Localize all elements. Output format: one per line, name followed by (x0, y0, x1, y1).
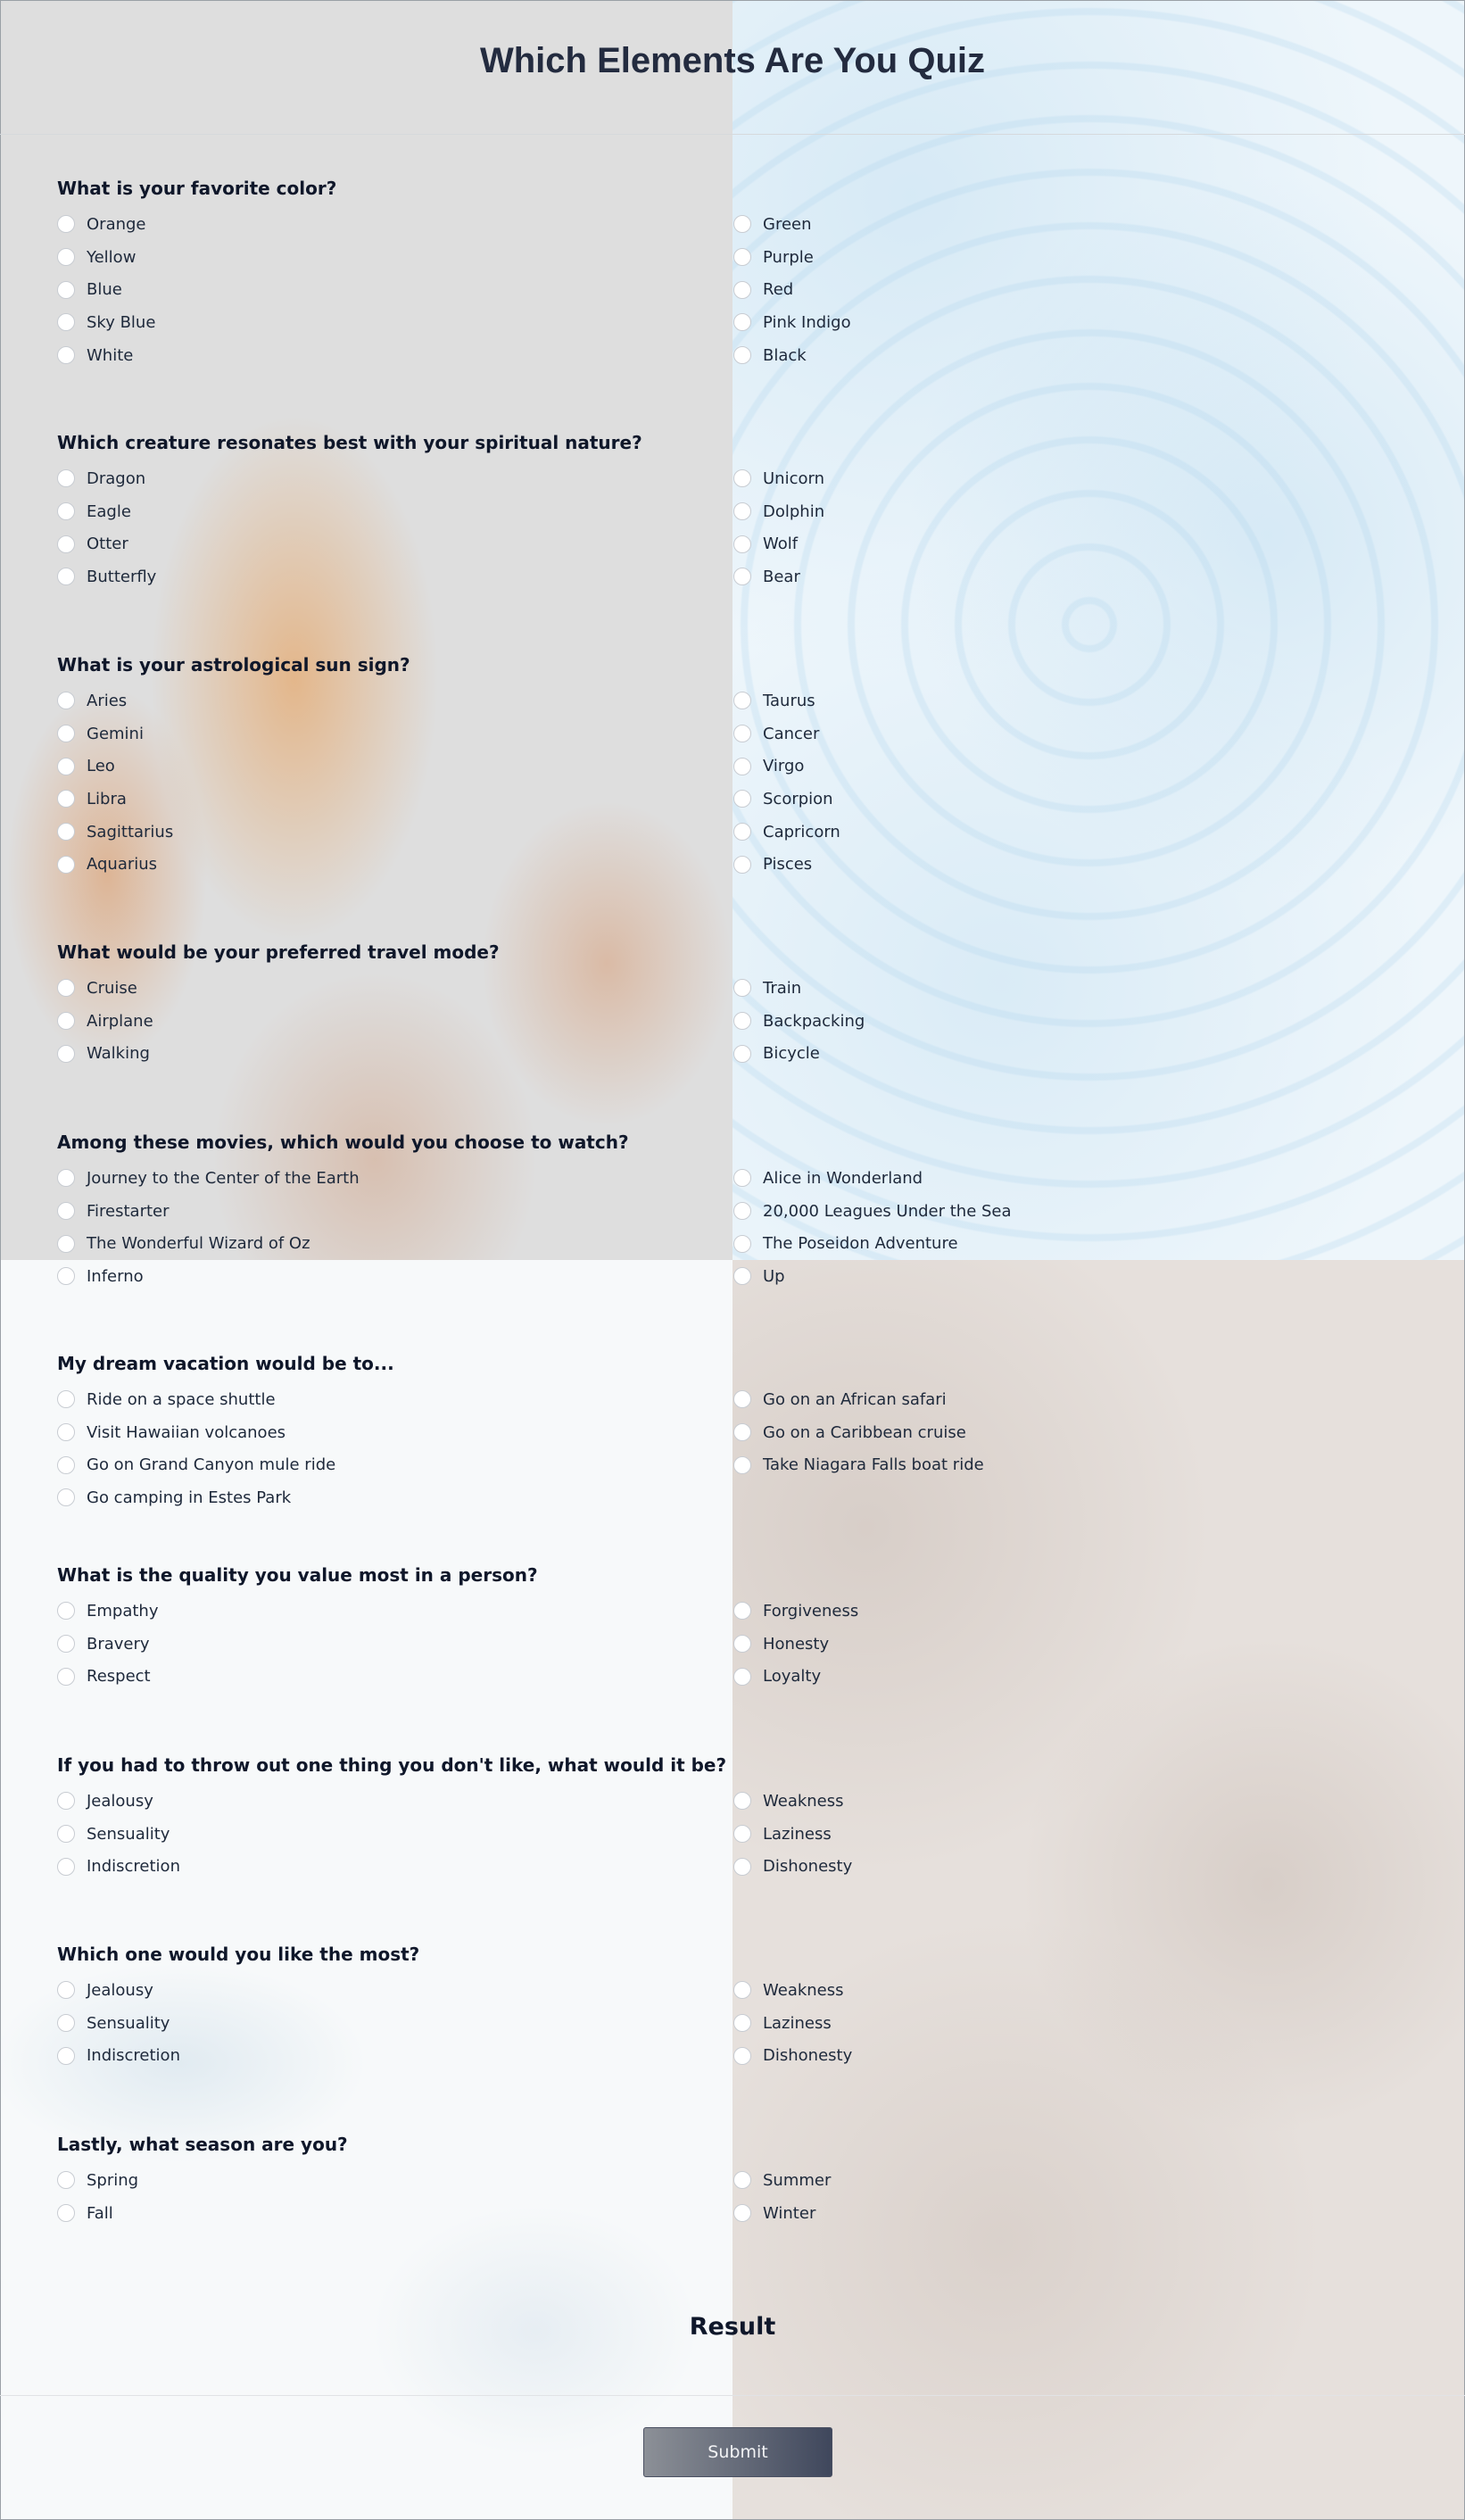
question-3 (57, 654, 1431, 881)
radio-button[interactable] (57, 1668, 75, 1686)
radio-button[interactable] (57, 1390, 75, 1408)
radio-button[interactable] (733, 1267, 751, 1285)
answer-options (57, 462, 1431, 593)
answer-options (57, 2164, 1431, 2229)
radio-option[interactable] (733, 339, 851, 372)
radio-option-label[interactable]: Weakness (763, 1980, 844, 2000)
question-8 (57, 1754, 1431, 1883)
answer-options (57, 1162, 1431, 1293)
radio-button[interactable] (57, 1602, 75, 1620)
radio-option[interactable] (57, 1785, 180, 1818)
radio-option-label[interactable]: Ride on a space shuttle (87, 1389, 276, 1409)
radio-button[interactable] (57, 1488, 75, 1506)
radio-button[interactable] (733, 1825, 751, 1843)
radio-option[interactable] (733, 848, 840, 881)
radio-option[interactable] (57, 1660, 158, 1693)
radio-option-label[interactable]: Virgo (763, 757, 805, 776)
radio-option[interactable] (57, 2164, 138, 2197)
radio-button[interactable] (733, 568, 751, 585)
radio-option[interactable] (733, 495, 824, 528)
radio-button[interactable] (57, 1202, 75, 1220)
radio-option[interactable] (733, 1037, 865, 1070)
radio-button[interactable] (733, 2204, 751, 2222)
radio-option[interactable] (57, 848, 173, 881)
question-6 (57, 1353, 1431, 1514)
radio-option[interactable] (57, 750, 173, 783)
radio-option-label[interactable]: Cruise (87, 978, 137, 998)
radio-button[interactable] (57, 1635, 75, 1653)
radio-button[interactable] (733, 790, 751, 808)
radio-option-label[interactable]: Purple (763, 247, 814, 267)
radio-option[interactable] (733, 2039, 852, 2072)
options-column-left (57, 1974, 180, 2072)
radio-option[interactable] (57, 1448, 335, 1481)
radio-button[interactable] (733, 1668, 751, 1686)
radio-option[interactable] (733, 1416, 984, 1449)
radio-option[interactable] (733, 750, 840, 783)
radio-option[interactable] (733, 2007, 852, 2040)
radio-option[interactable] (733, 2197, 831, 2230)
radio-option[interactable] (57, 1416, 335, 1449)
radio-option[interactable] (57, 684, 173, 717)
radio-option[interactable] (57, 273, 155, 306)
radio-button[interactable] (57, 502, 75, 520)
radio-button[interactable] (57, 1045, 75, 1063)
question-10 (57, 2134, 1431, 2229)
radio-option-label[interactable]: Forgiveness (763, 1601, 859, 1621)
radio-option[interactable] (733, 208, 851, 241)
answer-options (57, 1785, 1431, 1883)
options-column-right (733, 972, 865, 1070)
radio-option[interactable] (57, 1818, 180, 1851)
radio-option-label[interactable]: The Poseidon Adventure (763, 1234, 958, 1254)
radio-button[interactable] (733, 248, 751, 266)
question-text: What would be your preferred travel mode? (57, 941, 500, 963)
radio-button[interactable] (733, 2014, 751, 2032)
radio-button[interactable] (57, 535, 75, 553)
radio-option-label[interactable]: The Wonderful Wizard of Oz (87, 1234, 310, 1254)
radio-button[interactable] (733, 1456, 751, 1474)
radio-option-label[interactable]: Dishonesty (763, 1857, 853, 1877)
radio-option-label[interactable]: Bravery (87, 1634, 150, 1654)
page-title: Which Elements Are You Quiz (479, 41, 985, 80)
radio-option[interactable] (733, 1195, 1012, 1228)
radio-option[interactable] (57, 1595, 158, 1628)
radio-option[interactable] (57, 1974, 180, 2007)
radio-button[interactable] (733, 1792, 751, 1810)
radio-option-label[interactable]: Alice in Wonderland (763, 1168, 923, 1188)
radio-button[interactable] (733, 692, 751, 709)
radio-button[interactable] (57, 248, 75, 266)
radio-option-label[interactable]: Dolphin (763, 502, 825, 521)
radio-option[interactable] (57, 560, 156, 593)
radio-option-label[interactable]: Honesty (763, 1634, 830, 1654)
quiz-header (0, 0, 1465, 135)
question-9 (57, 1944, 1431, 2072)
radio-button[interactable] (733, 469, 751, 487)
radio-option-label[interactable]: Pink Indigo (763, 312, 851, 332)
radio-option-label[interactable]: Orange (87, 214, 146, 234)
radio-button[interactable] (57, 2014, 75, 2032)
radio-option[interactable] (733, 1260, 1012, 1293)
radio-button[interactable] (57, 1858, 75, 1876)
radio-button[interactable] (733, 856, 751, 874)
options-column-left (57, 2164, 138, 2229)
radio-option-label[interactable]: Loyalty (763, 1667, 822, 1687)
radio-option-label[interactable]: Respect (87, 1667, 151, 1687)
radio-option-label[interactable]: Visit Hawaiian volcanoes (87, 1422, 286, 1442)
radio-option[interactable] (57, 2039, 180, 2072)
radio-button[interactable] (57, 1981, 75, 1999)
options-column-left (57, 1595, 158, 1693)
radio-option[interactable] (57, 527, 156, 560)
radio-option[interactable] (733, 684, 840, 717)
question-text: Which one would you like the most? (57, 1944, 420, 1965)
radio-option-label[interactable]: Pisces (763, 855, 813, 875)
radio-option-label[interactable]: Scorpion (763, 789, 833, 808)
radio-option[interactable] (733, 783, 840, 816)
radio-option-label[interactable]: Libra (87, 789, 127, 808)
options-column-right (733, 462, 824, 593)
radio-button[interactable] (57, 1169, 75, 1187)
radio-option[interactable] (733, 560, 824, 593)
radio-button[interactable] (733, 725, 751, 742)
options-column-right (733, 1383, 984, 1481)
radio-button[interactable] (733, 1602, 751, 1620)
radio-button[interactable] (57, 856, 75, 874)
radio-option-label[interactable]: Backpacking (763, 1011, 865, 1031)
radio-option[interactable] (733, 306, 851, 339)
radio-option[interactable] (57, 1481, 335, 1514)
radio-option-label[interactable]: Sky Blue (87, 312, 156, 332)
radio-button[interactable] (57, 568, 75, 585)
radio-button[interactable] (57, 469, 75, 487)
radio-option[interactable] (57, 1227, 360, 1260)
options-column-right (733, 1595, 858, 1693)
radio-option-label[interactable]: Fall (87, 2203, 113, 2223)
radio-option-label[interactable]: Take Niagara Falls boat ride (763, 1455, 984, 1475)
radio-button[interactable] (57, 2204, 75, 2222)
radio-option[interactable] (57, 1005, 153, 1038)
radio-button[interactable] (733, 758, 751, 775)
question-text: My dream vacation would be to... (57, 1353, 394, 1374)
radio-option-label[interactable]: Taurus (763, 691, 815, 710)
radio-option[interactable] (733, 462, 824, 495)
radio-option-label[interactable]: Spring (87, 2170, 139, 2190)
radio-button[interactable] (733, 281, 751, 299)
answer-options (57, 208, 1431, 372)
radio-option-label[interactable]: Aquarius (87, 855, 158, 875)
options-column-right (733, 684, 840, 881)
radio-option[interactable] (57, 1260, 360, 1293)
answer-options (57, 1974, 1431, 2072)
radio-button[interactable] (733, 1858, 751, 1876)
radio-option-label[interactable]: Go on Grand Canyon mule ride (87, 1455, 336, 1475)
radio-option[interactable] (57, 306, 155, 339)
radio-option-label[interactable]: Blue (87, 280, 122, 300)
radio-option-label[interactable]: 20,000 Leagues Under the Sea (763, 1201, 1012, 1221)
radio-option[interactable] (57, 2197, 138, 2230)
radio-button[interactable] (733, 1390, 751, 1408)
radio-button[interactable] (57, 2047, 75, 2065)
radio-option-label[interactable]: Go on an African safari (763, 1389, 947, 1409)
radio-button[interactable] (57, 346, 75, 364)
radio-button[interactable] (57, 823, 75, 841)
radio-button[interactable] (733, 2171, 751, 2189)
radio-option[interactable] (733, 1448, 984, 1481)
answer-options (57, 1595, 1431, 1693)
radio-option-label[interactable]: White (87, 345, 134, 365)
radio-button[interactable] (57, 979, 75, 997)
radio-button[interactable] (733, 1045, 751, 1063)
radio-option-label[interactable]: Cancer (763, 724, 820, 743)
radio-option-label[interactable]: Walking (87, 1044, 150, 1064)
radio-option-label[interactable]: Bear (763, 567, 800, 586)
submit-button[interactable]: Submit (643, 2427, 832, 2477)
radio-option[interactable] (57, 495, 156, 528)
radio-button[interactable] (733, 313, 751, 331)
radio-option[interactable] (733, 1850, 852, 1883)
radio-option-label[interactable]: Winter (763, 2203, 816, 2223)
radio-button[interactable] (57, 215, 75, 233)
radio-button[interactable] (57, 2171, 75, 2189)
radio-option[interactable] (733, 273, 851, 306)
radio-option-label[interactable]: Dishonesty (763, 2046, 853, 2066)
radio-option-label[interactable]: Indiscretion (87, 2046, 180, 2066)
radio-option-label[interactable]: Journey to the Center of the Earth (87, 1168, 360, 1188)
radio-button[interactable] (57, 758, 75, 775)
question-text: What is your favorite color? (57, 178, 337, 199)
radio-option[interactable] (733, 527, 824, 560)
radio-button[interactable] (733, 1169, 751, 1187)
radio-option[interactable] (57, 2007, 180, 2040)
radio-option-label[interactable]: Laziness (763, 1824, 832, 1844)
radio-option[interactable] (57, 972, 153, 1005)
radio-option-label[interactable]: Train (763, 978, 802, 998)
radio-button[interactable] (57, 725, 75, 742)
question-text: Among these movies, which would you choose to watch? (57, 1132, 629, 1153)
radio-option-label[interactable]: Dragon (87, 468, 146, 488)
radio-button[interactable] (57, 281, 75, 299)
radio-option[interactable] (733, 816, 840, 849)
question-text: What is the quality you value most in a person? (57, 1564, 538, 1586)
radio-option-label[interactable]: Green (763, 214, 812, 234)
radio-option[interactable] (733, 1785, 852, 1818)
options-column-right (733, 1162, 1012, 1293)
radio-option-label[interactable]: Butterfly (87, 567, 157, 586)
result-heading: Result (689, 2313, 776, 2341)
radio-option-label[interactable]: Capricorn (763, 822, 840, 841)
radio-option[interactable] (733, 1383, 984, 1416)
question-5 (57, 1132, 1431, 1293)
options-column-left (57, 1785, 180, 1883)
radio-option-label[interactable]: Inferno (87, 1266, 144, 1286)
radio-option-label[interactable]: Eagle (87, 502, 131, 521)
radio-button[interactable] (57, 1012, 75, 1030)
radio-option[interactable] (733, 1818, 852, 1851)
radio-button[interactable] (57, 790, 75, 808)
radio-option[interactable] (733, 1628, 858, 1661)
radio-option-label[interactable]: Unicorn (763, 468, 824, 488)
radio-option[interactable] (57, 339, 155, 372)
radio-option-label[interactable]: Go on a Caribbean cruise (763, 1422, 966, 1442)
radio-button[interactable] (733, 1202, 751, 1220)
radio-button[interactable] (733, 1635, 751, 1653)
radio-button[interactable] (57, 1267, 75, 1285)
options-column-right (733, 1785, 852, 1883)
radio-option-label[interactable]: Airplane (87, 1011, 153, 1031)
radio-button[interactable] (733, 1235, 751, 1253)
radio-button[interactable] (733, 823, 751, 841)
footer-divider (0, 2395, 1465, 2396)
radio-option[interactable] (57, 816, 173, 849)
options-column-left (57, 684, 173, 881)
radio-option-label[interactable]: Yellow (87, 247, 137, 267)
options-column-right (733, 208, 851, 371)
radio-option-label[interactable]: Red (763, 280, 794, 300)
radio-button[interactable] (57, 1792, 75, 1810)
radio-option[interactable] (733, 1005, 865, 1038)
question-4 (57, 941, 1431, 1070)
options-column-left (57, 462, 156, 593)
radio-button[interactable] (57, 1235, 75, 1253)
radio-option[interactable] (733, 1227, 1012, 1260)
radio-option[interactable] (57, 241, 155, 274)
radio-button[interactable] (733, 502, 751, 520)
radio-option[interactable] (57, 1850, 180, 1883)
radio-option-label[interactable]: Weakness (763, 1791, 844, 1811)
radio-button[interactable] (57, 313, 75, 331)
options-column-left (57, 972, 153, 1070)
answer-options (57, 972, 1431, 1070)
radio-option[interactable] (57, 1628, 158, 1661)
radio-option[interactable] (733, 972, 865, 1005)
radio-option-label[interactable]: Sensuality (87, 2013, 170, 2033)
question-text: Which creature resonates best with your spiritual nature? (57, 432, 642, 453)
radio-option[interactable] (733, 1660, 858, 1693)
question-text: If you had to throw out one thing you don't like, what would it be? (57, 1754, 727, 1776)
radio-option-label[interactable]: Firestarter (87, 1201, 170, 1221)
radio-button[interactable] (733, 1981, 751, 1999)
radio-option[interactable] (57, 1383, 335, 1416)
radio-button[interactable] (733, 535, 751, 553)
question-2 (57, 432, 1431, 593)
options-column-left (57, 208, 155, 371)
radio-option-label[interactable]: Aries (87, 691, 128, 710)
radio-option[interactable] (733, 2164, 831, 2197)
radio-option[interactable] (733, 717, 840, 750)
radio-option[interactable] (57, 783, 173, 816)
radio-button[interactable] (733, 1012, 751, 1030)
question-text: Lastly, what season are you? (57, 2134, 348, 2155)
options-column-right (733, 1974, 852, 2072)
radio-option-label[interactable]: Otter (87, 535, 128, 554)
radio-option[interactable] (57, 208, 155, 241)
radio-option[interactable] (733, 1974, 852, 2007)
radio-option[interactable] (57, 1162, 360, 1195)
radio-option-label[interactable]: Sensuality (87, 1824, 170, 1844)
radio-option[interactable] (733, 241, 851, 274)
radio-button[interactable] (733, 346, 751, 364)
options-column-left (57, 1162, 360, 1293)
radio-option-label[interactable]: Bicycle (763, 1044, 820, 1064)
radio-option-label[interactable]: Indiscretion (87, 1857, 180, 1877)
question-1 (57, 178, 1431, 372)
radio-option-label[interactable]: Jealousy (87, 1791, 153, 1811)
radio-button[interactable] (57, 1456, 75, 1474)
options-column-right (733, 2164, 831, 2229)
radio-button[interactable] (57, 1825, 75, 1843)
radio-button[interactable] (733, 1423, 751, 1441)
radio-option[interactable] (57, 462, 156, 495)
radio-button[interactable] (733, 2047, 751, 2065)
radio-option-label[interactable]: Black (763, 345, 807, 365)
radio-option[interactable] (57, 1037, 153, 1070)
radio-button[interactable] (57, 692, 75, 709)
radio-option-label[interactable]: Go camping in Estes Park (87, 1488, 292, 1507)
radio-option-label[interactable]: Gemini (87, 724, 144, 743)
radio-button[interactable] (733, 979, 751, 997)
options-column-left (57, 1383, 335, 1514)
radio-option-label[interactable]: Sagittarius (87, 822, 174, 841)
question-text: What is your astrological sun sign? (57, 654, 410, 676)
radio-option-label[interactable]: Jealousy (87, 1980, 153, 2000)
radio-option[interactable] (733, 1162, 1012, 1195)
answer-options (57, 684, 1431, 881)
radio-button[interactable] (57, 1423, 75, 1441)
radio-option-label[interactable]: Laziness (763, 2013, 832, 2033)
radio-option[interactable] (57, 717, 173, 750)
radio-button[interactable] (733, 215, 751, 233)
radio-option[interactable] (733, 1595, 858, 1628)
radio-option-label[interactable]: Empathy (87, 1601, 159, 1621)
radio-option-label[interactable]: Summer (763, 2170, 832, 2190)
radio-option[interactable] (57, 1195, 360, 1228)
answer-options (57, 1383, 1431, 1514)
radio-option-label[interactable]: Leo (87, 757, 115, 776)
radio-option-label[interactable]: Up (763, 1266, 785, 1286)
radio-option-label[interactable]: Wolf (763, 535, 799, 554)
question-7 (57, 1564, 1431, 1693)
